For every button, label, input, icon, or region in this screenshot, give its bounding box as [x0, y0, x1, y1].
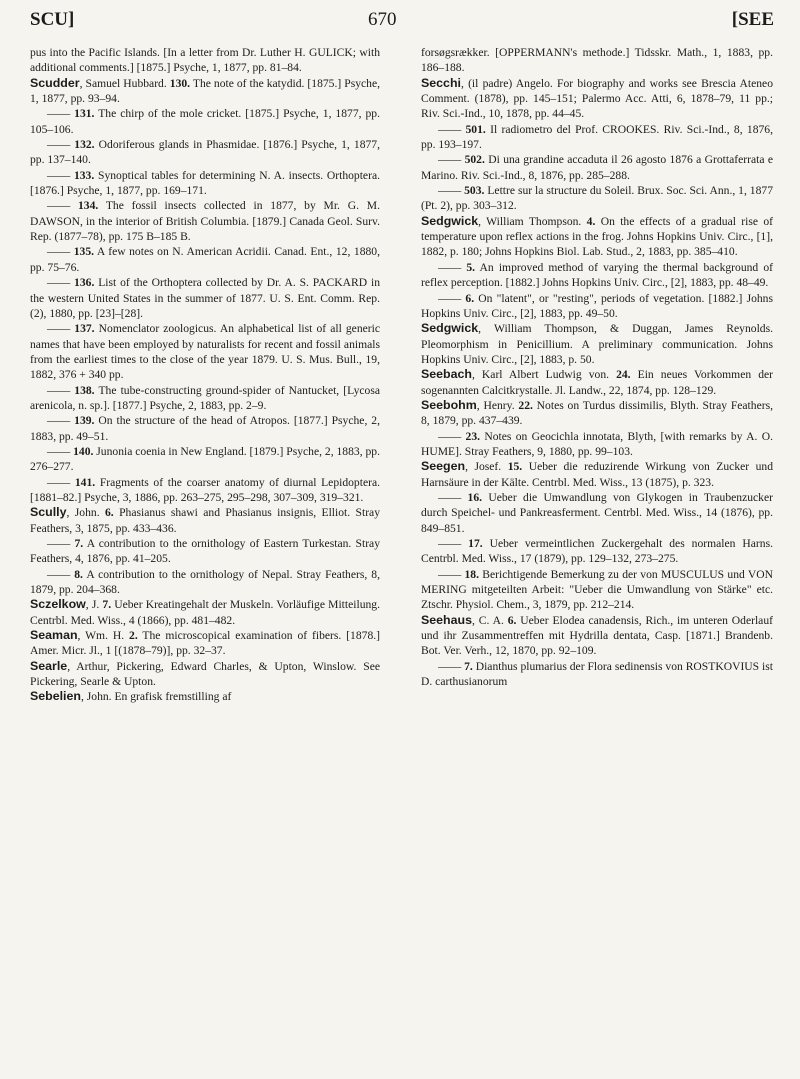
entry: —— 503. Lettre sur la structure du Soleil. Brux. Soc. Sci. Ann., 1, 1877 (Pt. 2), pp. 303–312. [421, 184, 773, 213]
entry: Scully, John. 6. Phasianus shawi and Phasianus insignis, Elliot. Stray Feathers, 3, 1875, pp. 433–436. [30, 505, 381, 535]
entry: Seebach, Karl Albert Ludwig von. 24. Ein neues Vorkommen der sogenannten Calcitkrystalle. Jl. Landw., 22, 1874, pp. 128–129. [421, 367, 773, 397]
entry: —— 141. Fragments of the coarser anatomy of diurnal Lepidoptera. [1881–82.] Psyche, 3, 1886, pp. 263–275, 295–298, 307–309, 319–321. [30, 475, 381, 504]
entry: —— 131. The chirp of the mole cricket. [1875.] Psyche, 1, 1877, pp. 105–106. [30, 107, 380, 136]
running-header [0, 9, 800, 38]
entry: Seaman, Wm. H. 2. The microscopical examination of fibers. [1878.] Amer. Micr. Jl., 1 [(1878–79)], pp. 32–37. [30, 628, 380, 658]
entry: Sedgwick, William Thompson. 4. On the effects of a gradual rise of temperature upon reflex actions in the frog. Johns Hopkins Univ. Circ., [1], 1882, p. 180; Johns Hopkins Biol. Lab. Stud., 2, 1883, pp. 385–410. [421, 213, 773, 259]
entry: —— 6. On "latent", or "resting", periods of vegetation. [1882.] Johns Hopkins Univ. Circ., [2], 1883, pp. 49–50. [421, 291, 773, 320]
entry: Sedgwick, William Thompson, & Duggan, James Reynolds. Pleomorphism in Penicillium. A preliminary communication. Johns Hopkins Univ. Circ., [2], 1883, p. 50. [421, 321, 773, 366]
entry: —— 134. The fossil insects collected in 1877, by Mr. G. M. DAWSON, in the interior of British Columbia. [1879.] Canada Geol. Surv. Rep. (1877–78), pp. 175 B–185 B. [30, 199, 380, 244]
entry: —— 133. Synoptical tables for determining N. A. insects. Orthoptera. [1876.] Psyche, 1, 1877, pp. 169–171. [30, 168, 380, 198]
header-right: [SEE [731, 9, 774, 30]
entry: —— 140. Junonia coenia in New England. [1879.] Psyche, 2, 1883, pp. 276–277. [30, 444, 380, 474]
left-column [30, 45, 380, 705]
entry: —— 136. List of the Orthoptera collected by Dr. A. S. PACKARD in the western United States in the summer of 1877. U. S. Ent. Comm. Rep. (2), 1880, pp. [23]–[28]. [30, 276, 380, 320]
entry: pus into the Pacific Islands. [In a letter from Dr. Luther H. GULICK; with additional comments.] [1875.] Psyche, 1, 1877, pp. 81–84. [30, 46, 380, 75]
entry: —— 501. Il radiometro del Prof. CROOKES. Riv. Sci.-Ind., 8, 1876, pp. 193–197. [421, 122, 774, 152]
entry: Seebohm, Henry. 22. Notes on Turdus dissimilis, Blyth. Stray Feathers, 8, 1879, pp. 437–439. [421, 397, 773, 428]
entry: —— 5. An improved method of varying the thermal background of reflex perception. [1882.] Johns Hopkins Univ. Circ., [2], 1883, pp. 48–49. [421, 260, 773, 290]
header-left: SCU] [30, 9, 75, 30]
entry: —— 135. A few notes on N. American Acridii. Canad. Ent., 12, 1880, pp. 75–76. [30, 245, 380, 274]
entry: Seehaus, C. A. 6. Ueber Elodea canadensis, Rich., im unteren Oderlauf und ihr Zusammentreffen mit Hydrilla dentata, Casp. [1871.] Brandenb. Bot. Ver. Verh., 12, 1870, pp. 92–109. [421, 612, 773, 658]
entry: Sczelkow, J. 7. Ueber Kreatingehalt der Muskeln. Vorläufige Mitteilung. Centrbl. Med. Wiss., 4 (1866), pp. 481–482. [30, 597, 380, 627]
entry: —— 132. Odoriferous glands in Phasmidae. [1876.] Psyche, 1, 1877, pp. 137–140. [30, 138, 380, 167]
entry: —— 8. A contribution to the ornithology of Nepal. Stray Feathers, 8, 1879, pp. 204–368. [30, 567, 380, 597]
page-number: 670 [368, 9, 397, 30]
entry: —— 23. Notes on Geocichla innotata, Blyth, [with remarks by A. O. HUME]. Stray Feathers, 9, 1880, pp. 99–103. [421, 429, 774, 458]
right-column [421, 45, 773, 689]
entry: —— 17. Ueber vermeintlichen Zuckergehalt des normalen Harns. Centrbl. Med. Wiss., 17 (1879), pp. 129–132, 273–275. [421, 537, 773, 566]
entry: —— 137. Nomenclator zoologicus. An alphabetical list of all generic names that have been employed by naturalists for recent and fossil animals from the earliest times to the close of the year 1879. U. S. Mus. Bull., 19, 1882, 376 + 340 pp. [30, 322, 380, 382]
entry: Scudder, Samuel Hubbard. 130. The note of the katydid. [1875.] Psyche, 1, 1877, pp. 93–94. [30, 75, 380, 106]
entry: —— 139. On the structure of the head of Atropos. [1877.] Psyche, 2, 1883, pp. 49–51. [30, 414, 380, 443]
entry: Secchi, (il padre) Angelo. For biography and works see Brescia Ateneo Comment. (1878), pp. 145–151; Palermo Acc. Atti, 6, 1878–79, 11 pp.; Riv. Sci.-Ind., 10, 1878, pp. 44–45. [421, 75, 773, 121]
entry: —— 7. Dianthus plumarius der Flora sedinensis von ROSTKOVIUS ist D. carthusianorum [421, 659, 773, 689]
entry: Sebelien, John. En grafisk fremstilling af [30, 689, 232, 704]
entry: —— 18. Berichtigende Bemerkung zu der von MUSCULUS und VON MERING mitgeteilten Arbeit: "Ueber die Umwandlung von Stärke" etc. Ztschr. Physiol. Chem., 3, 1879, pp. 212–214. [421, 567, 773, 612]
entry: —— 7. A contribution to the ornithology of Eastern Turkestan. Stray Feathers, 4, 1876, pp. 41–205. [30, 537, 381, 566]
entry: Searle, Arthur, Pickering, Edward Charles, & Upton, Winslow. See Pickering, Searle & Upton. [30, 658, 380, 689]
entry: —— 502. Di una grandine accaduta il 26 agosto 1876 a Grottaferrata e Marino. Riv. Sci.-Ind., 8, 1876, pp. 285–288. [421, 153, 773, 182]
entry: Seegen, Josef. 15. Ueber die reduzirende Wirkung von Zucker und Harnsäure in der Kälte. Centrbl. Med. Wiss., 13 (1875), p. 323. [421, 459, 774, 489]
entry: —— 138. The tube-constructing ground-spider of Nantucket, [Lycosa arenicola, n. sp.]. [1877.] Psyche, 2, 1883, pp. 2–9. [30, 383, 380, 412]
entry: —— 16. Ueber die Umwandlung von Glykogen in Traubenzucker durch Speichel- und Pankreasferment. Centrbl. Med. Wiss., 14 (1876), pp. 849–851. [421, 490, 773, 535]
entry: forsøgsrækker. [OPPERMANN's methode.] Tidsskr. Math., 1, 1883, pp. 186–188. [421, 46, 773, 75]
